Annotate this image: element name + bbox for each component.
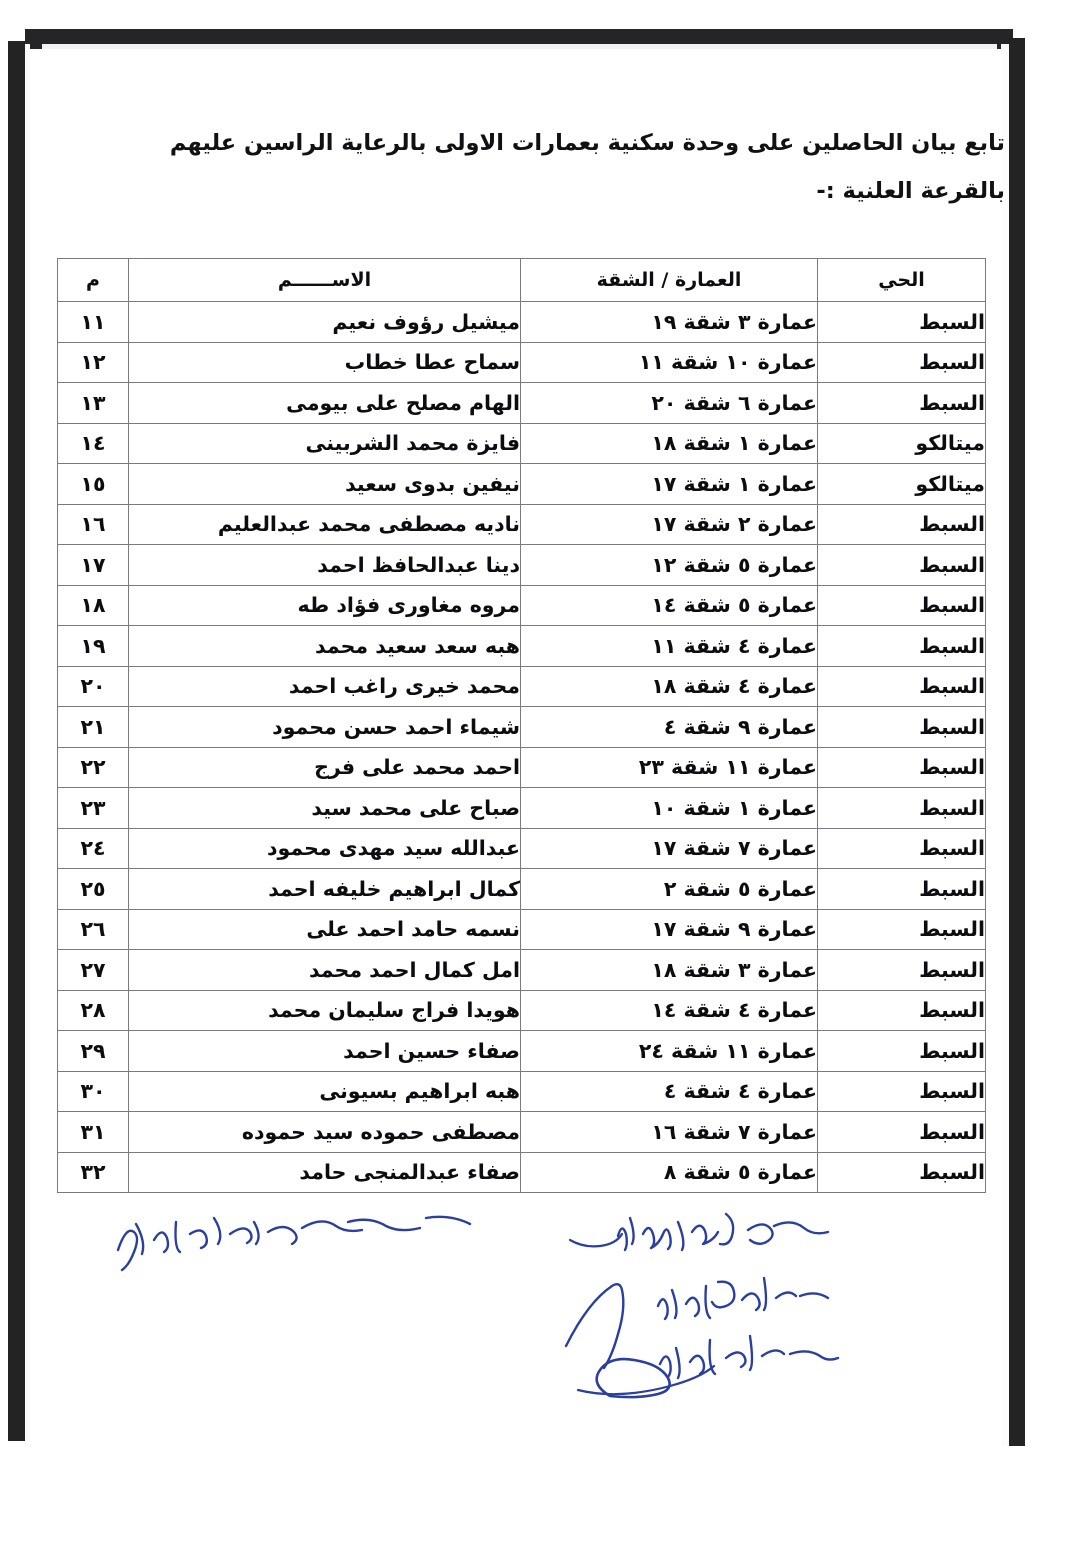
cell-area: السبط [818,990,986,1031]
cell-name: الهام مصلح على بيومى [129,383,521,424]
cell-unit: عمارة ٣ شقة ١٨ [521,950,818,991]
cell-serial: ٢٣ [58,788,129,829]
column-header-unit: العمارة / الشقة [521,259,818,302]
cell-unit: عمارة ٩ شقة ١٧ [521,909,818,950]
scan-frame-top [30,29,1011,44]
cell-name: هويدا فراج سليمان محمد [129,990,521,1031]
cell-area: السبط [818,666,986,707]
cell-serial: ٢٥ [58,869,129,910]
cell-unit: عمارة ٤ شقة ١٤ [521,990,818,1031]
table-row [58,545,986,586]
heading-line-2: بالقرعة العلنية :- [816,177,1005,204]
cell-unit: عمارة ١ شقة ١٨ [521,423,818,464]
cell-serial: ١٦ [58,504,129,545]
cell-name: مصطفى حموده سيد حموده [129,1112,521,1153]
table-body [58,302,986,1193]
table-row [58,788,986,829]
table-row [58,707,986,748]
cell-unit: عمارة ٥ شقة ٢ [521,869,818,910]
cell-name: احمد محمد على فرج [129,747,521,788]
cell-area: السبط [818,545,986,586]
cell-unit: عمارة ٤ شقة ١٨ [521,666,818,707]
cell-area: السبط [818,1031,986,1072]
cell-area: السبط [818,909,986,950]
cell-area: السبط [818,626,986,667]
cell-name: صفاء عبدالمنجى حامد [129,1152,521,1193]
table-row [58,1071,986,1112]
cell-name: صباح على محمد سيد [129,788,521,829]
cell-serial: ١٨ [58,585,129,626]
cell-name: مروه مغاورى فؤاد طه [129,585,521,626]
cell-name: كمال ابراهيم خليفه احمد [129,869,521,910]
table-row [58,626,986,667]
cell-unit: عمارة ٦ شقة ٢٠ [521,383,818,424]
cell-name: ناديه مصطفى محمد عبدالعليم [129,504,521,545]
cell-serial: ٢٢ [58,747,129,788]
cell-unit: عمارة ١ شقة ١٧ [521,464,818,505]
table-row [58,585,986,626]
cell-serial: ٣١ [58,1112,129,1153]
cell-area: السبط [818,828,986,869]
cell-name: شيماء احمد حسن محمود [129,707,521,748]
cell-name: محمد خيرى راغب احمد [129,666,521,707]
cell-serial: ٢٩ [58,1031,129,1072]
table-header-row [58,259,986,302]
cell-area: ميتالكو [818,423,986,464]
table-row [58,828,986,869]
cell-name: هبه سعد سعيد محمد [129,626,521,667]
table-row [58,666,986,707]
cell-area: السبط [818,1112,986,1153]
table-row [58,747,986,788]
cell-unit: عمارة ١ شقة ١٠ [521,788,818,829]
scan-frame-left [8,41,25,1441]
cell-serial: ١٩ [58,626,129,667]
cell-serial: ٢٤ [58,828,129,869]
cell-area: السبط [818,788,986,829]
cell-area: السبط [818,747,986,788]
heading-line-1: تابع بيان الحاصلين على وحدة سكنية بعمارات الاولى بالرعاية الراسين عليهم [169,130,1005,156]
scan-frame-right-inner [1001,44,1009,1446]
cell-unit: عمارة ٥ شقة ١٤ [521,585,818,626]
cell-serial: ٢١ [58,707,129,748]
cell-name: فايزة محمد الشربينى [129,423,521,464]
cell-name: نسمه حامد احمد على [129,909,521,950]
cell-serial: ١٧ [58,545,129,586]
cell-serial: ٢٠ [58,666,129,707]
table-row [58,383,986,424]
cell-serial: ١١ [58,302,129,343]
cell-name: هبه ابراهيم بسيونى [129,1071,521,1112]
cell-unit: عمارة ٢ شقة ١٧ [521,504,818,545]
cell-unit: عمارة ٣ شقة ١٩ [521,302,818,343]
cell-area: السبط [818,342,986,383]
table-row [58,1152,986,1193]
table-row [58,1112,986,1153]
table-head [58,259,986,302]
table-row [58,464,986,505]
table-row [58,950,986,991]
column-header-serial: م [58,259,129,302]
cell-serial: ٢٨ [58,990,129,1031]
cell-area: السبط [818,1152,986,1193]
table-row [58,990,986,1031]
cell-area: السبط [818,707,986,748]
cell-unit: عمارة ٧ شقة ١٦ [521,1112,818,1153]
cell-area: ميتالكو [818,464,986,505]
table-row [58,909,986,950]
cell-serial: ٣٠ [58,1071,129,1112]
cell-name: سماح عطا خطاب [129,342,521,383]
beneficiaries-table-wrapper [58,258,986,1193]
cell-area: السبط [818,504,986,545]
table-row [58,423,986,464]
cell-area: السبط [818,302,986,343]
cell-unit: عمارة ٥ شقة ١٢ [521,545,818,586]
table-row [58,869,986,910]
cell-name: امل كمال احمد محمد [129,950,521,991]
document-heading [95,132,1005,203]
cell-unit: عمارة ٧ شقة ١٧ [521,828,818,869]
cell-name: صفاء حسين احمد [129,1031,521,1072]
table-row [58,504,986,545]
scan-frame-right [1009,38,1025,1446]
cell-area: السبط [818,869,986,910]
cell-serial: ١٢ [58,342,129,383]
cell-unit: عمارة ١١ شقة ٢٤ [521,1031,818,1072]
cell-serial: ٢٦ [58,909,129,950]
cell-serial: ١٣ [58,383,129,424]
cell-area: السبط [818,585,986,626]
beneficiaries-table [57,258,986,1193]
cell-unit: عمارة ٤ شقة ١١ [521,626,818,667]
cell-area: السبط [818,383,986,424]
cell-name: ميشيل رؤوف نعيم [129,302,521,343]
cell-unit: عمارة ١٠ شقة ١١ [521,342,818,383]
table-row [58,342,986,383]
column-header-name: الاســــــم [129,259,521,302]
cell-unit: عمارة ١١ شقة ٢٣ [521,747,818,788]
cell-area: السبط [818,950,986,991]
cell-name: نيفين بدوى سعيد [129,464,521,505]
table-row [58,302,986,343]
cell-unit: عمارة ٤ شقة ٤ [521,1071,818,1112]
cell-name: عبدالله سيد مهدى محمود [129,828,521,869]
cell-unit: عمارة ٥ شقة ٨ [521,1152,818,1193]
cell-unit: عمارة ٩ شقة ٤ [521,707,818,748]
column-header-area: الحي [818,259,986,302]
table-row [58,1031,986,1072]
cell-serial: ١٥ [58,464,129,505]
cell-serial: ١٤ [58,423,129,464]
cell-area: السبط [818,1071,986,1112]
cell-name: دينا عبدالحافظ احمد [129,545,521,586]
cell-serial: ٢٧ [58,950,129,991]
cell-serial: ٣٢ [58,1152,129,1193]
